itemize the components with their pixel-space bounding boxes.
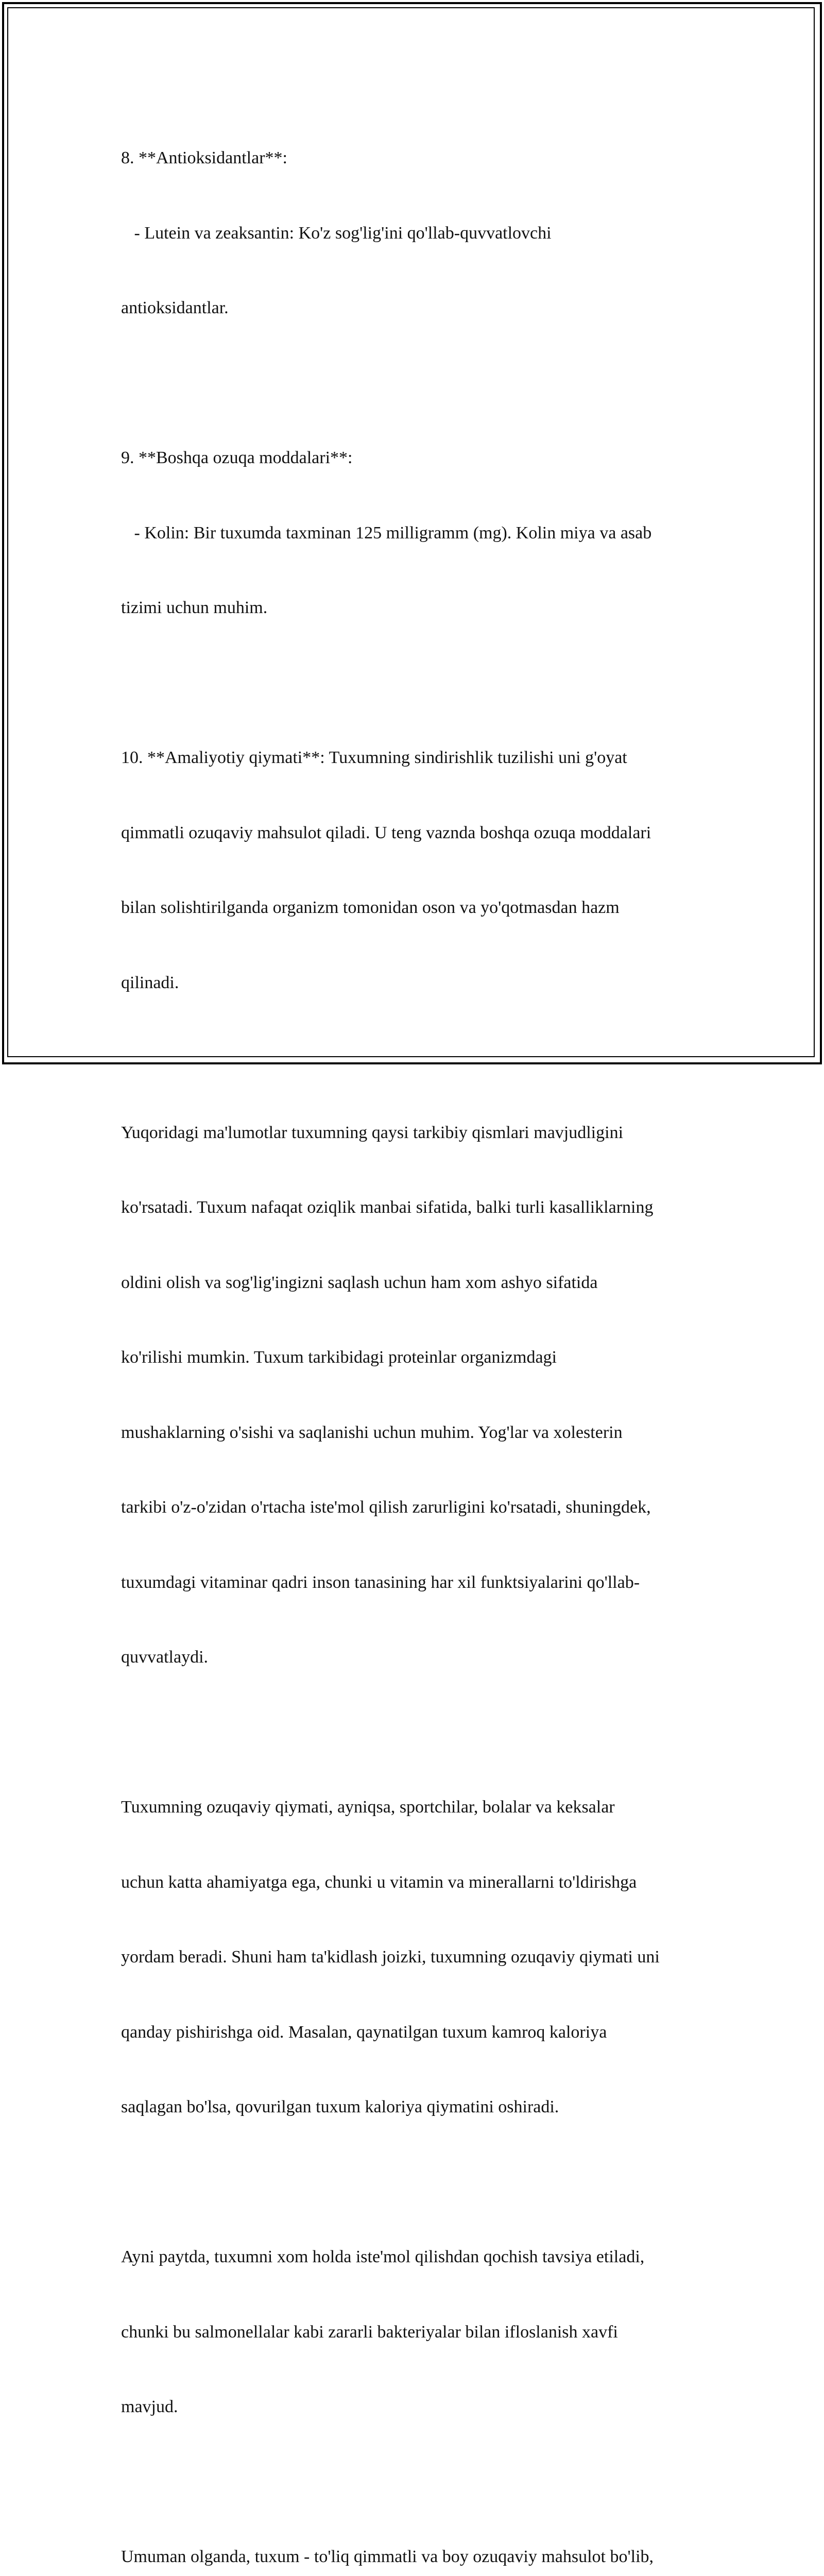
paragraph-raw-egg-warning	[121, 2195, 708, 2470]
text-line: Ayni paytda, tuxumni xom holda iste'mol qilishdan qochish tavsiya etiladi,	[121, 2247, 645, 2266]
text-line: 8. **Antioksidantlar**:	[121, 148, 287, 167]
text-line: saqlagan bo'lsa, qovurilgan tuxum kaloriya qiymatini oshiradi.	[121, 2097, 559, 2116]
text-line: mushaklarning o'sishi va saqlanishi uchun muhim. Yog'lar va xolesterin	[121, 1422, 623, 1442]
text-line: tuxumdagi vitaminar qadri inson tanasining har xil funktsiyalarini qo'llab-	[121, 1572, 640, 1592]
text-line: 9. **Boshqa ozuqa moddalari**:	[121, 448, 353, 467]
text-line: yordam beradi. Shuni ham ta'kidlash joizki, tuxumning ozuqaviy qiymati uni	[121, 1947, 660, 1967]
text-line: qimmatli ozuqaviy mahsulot qiladi. U teng vaznda boshqa ozuqa moddalari	[121, 823, 651, 842]
text-line: Yuqoridagi ma'lumotlar tuxumning qaysi tarkibiy qismlari mavjudligini	[121, 1123, 624, 1142]
text-line: antioksidantlar.	[121, 298, 229, 317]
text-line: 10. **Amaliyotiy qiymati**: Tuxumning sindirishlik tuzilishi uni g'oyat	[121, 748, 627, 767]
text-line: chunki bu salmonellalar kabi zararli bakteriyalar bilan ifloslanish xavfi	[121, 2322, 618, 2342]
paragraph-summary	[121, 1071, 708, 1720]
text-line: - Lutein va zeaksantin: Ko'z sog'lig'ini qo'llab-quvvatlovchi	[121, 223, 552, 243]
paragraph-practical-value	[121, 696, 708, 1045]
text-line: oldini olish va sog'lig'ingizni saqlash uchun ham xom ashyo sifatida	[121, 1273, 598, 1292]
paragraph-nutritional-value	[121, 1745, 708, 2170]
text-line: tarkibi o'z-o'zidan o'rtacha iste'mol qilish zarurligini ko'rsatadi, shuningdek,	[121, 1498, 651, 1517]
text-line: ko'rilishi mumkin. Tuxum tarkibidagi proteinlar organizmdagi	[121, 1348, 557, 1367]
paragraph-antioxidants	[121, 96, 708, 371]
text-line: qanday pishirishga oid. Masalan, qaynatilgan tuxum kamroq kaloriya	[121, 2022, 607, 2042]
text-line: bilan solishtirilganda organizm tomonidan oson va yo'qotmasdan hazm	[121, 898, 620, 917]
text-line: ko'rsatadi. Tuxum nafaqat oziqlik manbai sifatida, balki turli kasalliklarning	[121, 1198, 654, 1217]
text-line: uchun katta ahamiyatga ega, chunki u vitamin va minerallarni to'ldirishga	[121, 1872, 637, 1892]
text-line: mavjud.	[121, 2397, 178, 2416]
paragraph-other-nutrients	[121, 396, 708, 671]
text-line: quvvatlaydi.	[121, 1648, 209, 1667]
text-line: Tuxumning ozuqaviy qiymati, ayniqsa, sportchilar, bolalar va keksalar	[121, 1798, 615, 1817]
text-line: qilinadi.	[121, 973, 179, 992]
text-line: tizimi uchun muhim.	[121, 598, 268, 617]
text-line: Umuman olganda, tuxum - to'liq qimmatli va boy ozuqaviy mahsulot bo'lib,	[121, 2547, 654, 2566]
text-line: - Kolin: Bir tuxumda taxminan 125 milligramm (mg). Kolin miya va asab	[121, 523, 652, 543]
paragraph-conclusion	[121, 2495, 708, 2576]
document-body	[121, 96, 708, 2576]
